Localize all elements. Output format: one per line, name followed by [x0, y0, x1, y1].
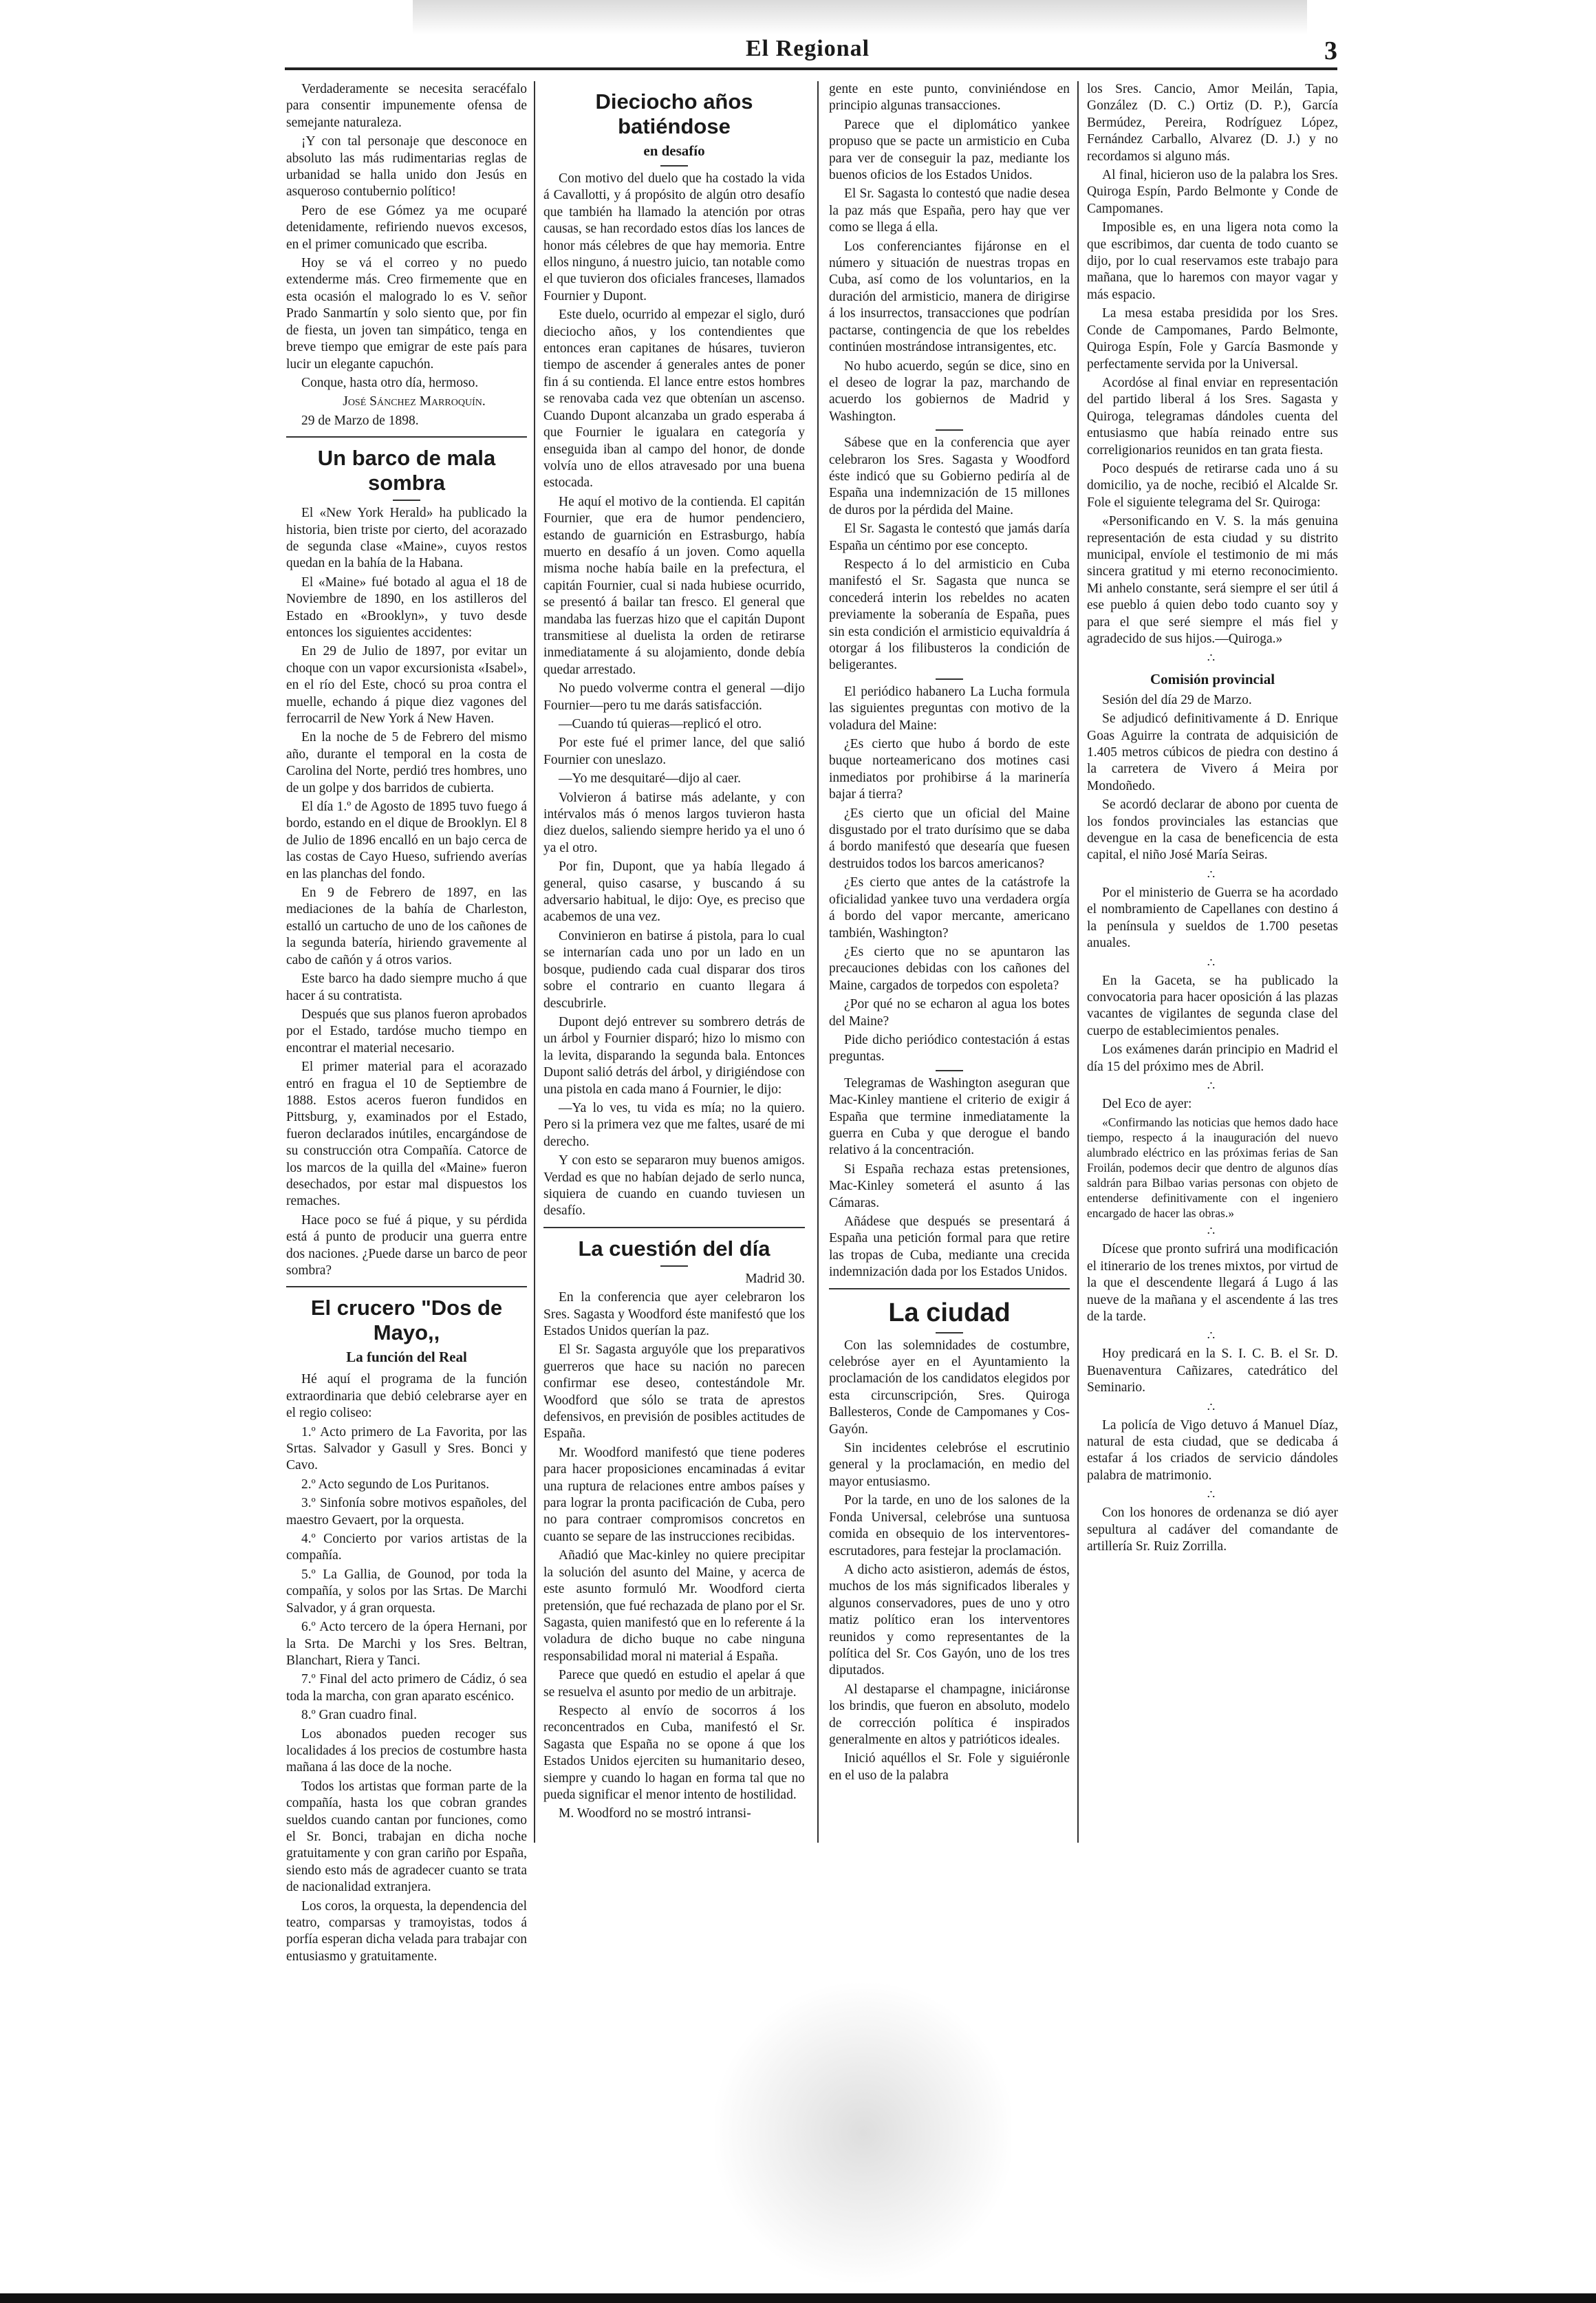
asterism-icon: ∴ — [1207, 867, 1218, 881]
paragraph: Dícese que pronto sufrirá una modificación el itinerario de los trenes mixtos, por virtud de la que el descendente llegará á Lugo á las nueve de la mañana y el ascendente á las tres de la tarde. — [1087, 1242, 1338, 1324]
paragraph: Los conferenciantes fijáronse en el número y situación de nuestras tropas en Cuba, así como de los voluntarios, en la duración del armisticio, manera de dirigirse á los insurrectos, transacciones que podrían pactarse, contingencia de que los rebeldes continúen mostrándose intransigentes, etc. — [829, 239, 1070, 355]
paragraph: El Sr. Sagasta arguyóle que los preparativos guerreros que hace su nación no parecen confirmar ese deseo, contestándole Mr. Woodford que sólo se trata de aprestos defensivos, en previsión de posibles actitudes de España. — [543, 1342, 805, 1442]
paragraph: Con los honores de ordenanza se dió ayer sepultura al cadáver del comandante de artillería Sr. Ruiz Zorrilla. — [1087, 1506, 1338, 1554]
paragraph: Sábese que en la conferencia que ayer celebraron los Sres. Sagasta y Woodford éste indicó que su Gobierno pediría al de España una indemnización de 15 millones de duros por la pérdida del Maine. — [829, 436, 1070, 517]
paragraph: Respecto al envío de socorros á los reconcentrados en Cuba, manifestó el Sr. Sagasta que España no se opone á que los Estados Unidos ejerciten su humanitario deseo, siempre y cuando lo hagan en forma tal que no pueda significar el menor intento de hostilidad. — [543, 1703, 805, 1802]
paragraph: ¿Por qué no se echaron al agua los botes del Maine? — [829, 997, 1070, 1029]
paragraph: Y con esto se separaron muy buenos amigos. Verdad es que no habían dejado de serlo nunca, siquiera de cuando en cuando tuviesen un desafío. — [543, 1153, 805, 1219]
paragraph: El «Maine» fué botado al agua el 18 de Noviembre de 1890, en los astilleros del Estado en «Brooklyn», y tuvo desde entonces los siguientes accidentes: — [286, 575, 527, 640]
signature: José Sánchez Marroquín. — [343, 394, 486, 409]
paragraph: ¿Es cierto que antes de la catástrofe la oficialidad yankee tuvo una verdadera orgía á bordo del vapor mercante, americano también, Washington? — [829, 875, 1070, 941]
section-rule — [829, 1288, 1070, 1289]
program-item: 6.º Acto tercero de la ópera Hernani, por la Srta. De Marchi y los Sres. Beltran, Blanchart, Riera y Tanci. — [286, 1620, 527, 1668]
paragraph: Dupont dejó entrever su sombrero detrás de un árbol y Fournier disparó; hizo lo mismo con la levita, disparando la segunda bala. Entonces Dupont salió detrás del árbol, y dirigiéndose con una pistola en cada mano á Fournier, le dijo: — [543, 1014, 805, 1097]
article-title: La cuestión del día — [578, 1236, 770, 1261]
program-item: 3.º Sinfonía sobre motivos españoles, del maestro Gevaert, por la orquesta. — [286, 1496, 527, 1528]
masthead-title: El Regional — [746, 36, 870, 61]
paragraph: Añadió que Mac-kinley no quiere precipitar la solución del asunto del Maine, y acerca de este asunto formuló Mr. Woodford cierta pretensión, que fué rechazada de plano por el Sr. Sagasta, quien manifestó que en lo referente á la voladura de dicho buque no cabe ninguna responsabilidad moral ni material á España. — [543, 1548, 805, 1664]
dateline: Madrid 30. — [745, 1271, 805, 1286]
paragraph: —Yo me desquitaré—dijo al caer. — [559, 771, 742, 786]
letter-date: 29 de Marzo de 1898. — [301, 413, 419, 428]
paragraph: Todos los artistas que forman parte de la compañía, hasta los que cobran grandes sueldos cuando cantan por funciones, como el Sr. Bonci, trabajan en dicha noche gratuitamente y con gran cariño por España, siendo esto más de agradecer cuanto se trata de nacionalidad extranjera. — [286, 1779, 527, 1895]
paragraph: En 29 de Julio de 1897, por evitar un choque con un vapor excursionista «Isabel», en el río del Este, chocó su proa contra el muelle, echando á pique diez vagones del ferrocarril de New York á New Haven. — [286, 644, 527, 726]
paragraph: Al final, hicieron uso de la palabra los Sres. Quiroga Espín, Pardo Belmonte y Conde de Campomanes. — [1087, 168, 1338, 216]
paragraph: Imposible es, en una ligera nota como la que escribimos, dar cuenta de todo cuanto se dijo, por lo cual reservamos este trabajo para mañana, que lo haremos con mayor vagar y más espacio. — [1087, 220, 1338, 302]
article-title: Dieciocho años batiéndose — [595, 89, 753, 138]
section-title: Comisión provincial — [1150, 671, 1275, 688]
program-item: 8.º Gran cuadro final. — [301, 1708, 417, 1723]
article-title: Un barco de mala sombra — [317, 446, 496, 495]
paragraph: Sin incidentes celebróse el escrutinio general y la proclamación, en medio del mayor entusiasmo. — [829, 1441, 1070, 1489]
paragraph: He aquí el motivo de la contienda. El capitán Fournier, que era de humor pendenciero, estando de guarnición en Estrasburgo, había muerto en desafío á un joven. Como aquella misma noche había baile en la prefectura, el capitán Fournier, cual si nada hubiese ocurrido, se presentó á bailar tan fresco. El general que mandaba las fuerzas hizo que el capitán Dupont transmitiese al duelista la orden de retirarse inmediatamente á su alojamiento, donde debía quedar arrestado. — [543, 494, 805, 677]
program-item: 5.º La Gallia, de Gounod, por toda la compañía, y solos por las Srtas. De Marchi Salvador, y á gran orquesta. — [286, 1567, 527, 1616]
paragraph: Convinieron en batirse á pistola, para lo cual se internarían cada uno por un lado en un bosque, pudiendo cada cual disparar dos tiros sobre el contrario en cuanto llegara á descubrirle. — [543, 928, 805, 1011]
paragraph: El día 1.º de Agosto de 1895 tuvo fuego á bordo, estando en el dique de Brooklyn. El 8 de Julio de 1896 encalló en un bajo cerca de las costas de Cayo Hueso, sufriendo averías en las planchas del fondo. — [286, 800, 527, 881]
paragraph: A dicho acto asistieron, además de éstos, muchos de los más significados liberales y algunos conservadores, pues de uno y otro matiz político eran los interventores reunidos y como representantes de la política del Sr. Cos Gayón, uno de los tres diputados. — [829, 1562, 1070, 1678]
paragraph: —Ya lo ves, tu vida es mía; no la quiero. Pero si la primera vez que me faltes, usaré de mi derecho. — [543, 1100, 805, 1149]
program-item: 7.º Final del acto primero de Cádiz, ó sea toda la marcha, con gran aparato escénico. — [286, 1672, 527, 1704]
paragraph: Volvieron á batirse más adelante, y con intérvalos más ó menos largos tuvieron hasta diez duelos, saliendo siempre herido ya el uno ó ya el otro. — [543, 790, 805, 855]
article-subtitle: La función del Real — [346, 1349, 467, 1366]
asterism-icon: ∴ — [1207, 1078, 1218, 1093]
page-number: 3 — [1324, 36, 1337, 65]
section-rule — [286, 1286, 527, 1287]
paragraph: Por fin, Dupont, que ya había llegado á general, quiso casarse, y buscando á su adversario habitual, le dijo: Oye, es preciso que acabemos de una vez. — [543, 859, 805, 925]
article-subtitle: en desafío — [643, 142, 705, 159]
paragraph: Con las solemnidades de costumbre, celebróse ayer en el Ayuntamiento la proclamación de los candidatos elegidos por esta circunscripción, Sres. Quiroga Ballesteros, Conde de Campomanes y Cos-Gayón. — [829, 1338, 1070, 1437]
paragraph: En la conferencia que ayer celebraron los Sres. Sagasta y Woodford éste manifestó que los Estados Unidos querían la paz. — [543, 1290, 805, 1338]
paragraph: Hace poco se fué á pique, y su pérdida está á punto de producir una guerra entre dos naciones. ¿Puede darse un barco de peor sombra? — [286, 1212, 527, 1278]
paragraph: Sesión del día 29 de Marzo. — [1102, 692, 1252, 707]
paragraph: La policía de Vigo detuvo á Manuel Díaz, natural de esta ciudad, que se dedicaba á estafar á los criados de servicio dándoles palabra de matrimonio. — [1087, 1417, 1338, 1483]
column-1 — [286, 81, 527, 1964]
scan-noise-top — [413, 0, 1307, 34]
paragraph: Hé aquí el programa de la función extraordinaria que debió celebrarse ayer en el regio coliseo: — [286, 1372, 527, 1421]
paragraph: Verdaderamente se necesita seracéfalo para consentir impunemente ofensa de semejante naturaleza. — [286, 82, 527, 130]
scan-border — [0, 2293, 1596, 2303]
paragraph: La mesa estaba presidida por los Sres. Conde de Campomanes, Pardo Belmonte, Quiroga Espín, Fole y García Basmonde y perfectamente servida por la Universal. — [1087, 306, 1338, 372]
header-rule — [285, 67, 1337, 70]
section-rule — [543, 1227, 805, 1228]
separator-dash — [936, 678, 963, 680]
paragraph: El Sr. Sagasta lo contestó que nadie desea la paz más que España, pero hay que ver como se llega á ella. — [829, 186, 1070, 235]
paragraph: ¿Es cierto que no se apuntaron las precauciones debidas con los cañones del Maine, cargados de torpedos con espoleta? — [829, 944, 1070, 993]
column-3 — [829, 81, 1070, 1843]
program-item: 1.º Acto primero de La Favorita, por las Srtas. Salvador y Gasull y Sres. Bonci y Cavo. — [286, 1424, 527, 1473]
paragraph: Se acordó declarar de abono por cuenta de los fondos provinciales las estancias que devengue en la casa de beneficencia de esta capital, el niño José María Seiras. — [1087, 797, 1338, 863]
paragraph: ¿Es cierto que un oficial del Maine disgustado por el trato durísimo que se daba á bordo manifestó que desearía que fuesen destruidos todos los barcos americanos? — [829, 806, 1070, 871]
section-rule — [286, 436, 527, 438]
paragraph: ¿Es cierto que hubo á bordo de este buque norteamericano dos motines casi inmediatos por prohibirse á la marinería bajar á tierra? — [829, 737, 1070, 802]
paragraph: los Sres. Cancio, Amor Meilán, Tapia, González (D. C.) Ortiz (D. P.), García Bermúdez, Pereira, Rodríguez López, Fernández Carballo, Alvarez (D. J.) y no recordamos si alguno más. — [1087, 82, 1338, 164]
paragraph: Inició aquéllos el Sr. Fole y siguiéronle en el uso de la palabra — [829, 1751, 1070, 1783]
paragraph: Mr. Woodford manifestó que tiene poderes para hacer proposiciones encaminadas á evitar una ruptura de relaciones entre ambos países y para lograr la pronta pacificación de Cuba, pero no para contraer compromisos concretos en cuanto se separe de las instrucciones recibidas. — [543, 1445, 805, 1544]
asterism-icon: ∴ — [1207, 1400, 1218, 1414]
paragraph: No hubo acuerdo, según se dice, sino en el deseo de lograr la paz, marchando de acuerdo los gobiernos de Madrid y Washington. — [829, 358, 1070, 424]
paragraph: Por la tarde, en uno de los salones de la Fonda Universal, celebróse una suntuosa comida en obsequio de los interventores-escrutadores, para festejar la proclamación. — [829, 1493, 1070, 1558]
paragraph: En la Gaceta, se ha publicado la convocatoria para hacer oposición á las plazas vacantes de vigilantes de segunda clase del cuerpo de establecimientos penales. — [1087, 973, 1338, 1038]
paragraph: En 9 de Febrero de 1897, en las mediaciones de la bahía de Charleston, estalló un cartucho de uno de los cañones de la segunda batería, hiriendo gravemente al cabo de cañón y á otros varios. — [286, 886, 527, 967]
paragraph: Acordóse al final enviar en representación del partido liberal á los Sres. Sagasta y Quiroga, telegramas dándoles cuenta del entusiasmo que había reinado entre sus correligionarios reunidos en tan grata fiesta. — [1087, 375, 1338, 458]
paragraph: Pide dicho periódico contestación á estas preguntas. — [829, 1032, 1070, 1064]
paragraph: —Cuando tú quieras—replicó el otro. — [559, 717, 762, 731]
title-dash — [660, 165, 688, 167]
page-header — [285, 36, 1337, 66]
paragraph: Hoy se vá el correo y no puedo extenderme más. Creo firmemente que en esta ocasión el malogrado lo es V. señor Prado Sanmartín y solo siento que, por fin de fiesta, un joven tan simpático, tenga en breve tiempo que emigrar de este país para lucir un elegante capuchón. — [286, 256, 527, 372]
paragraph: Después que sus planos fueron aprobados por el Estado, tardóse mucho tiempo en encontrar el material necesario. — [286, 1007, 527, 1056]
article-title: La ciudad — [888, 1298, 1011, 1327]
paragraph: M. Woodford no se mostró intransi- — [559, 1806, 751, 1821]
column-divider — [817, 81, 819, 1843]
paragraph: Por el ministerio de Guerra se ha acordado el nombramiento de Capellanes con destino á la península y sueldos de 1.700 pesetas anuales. — [1087, 885, 1338, 951]
paragraph: El primer material para el acorazado entró en fragua el 10 de Septiembre de 1888. Estos aceros fueron fundidos en Pittsburg, y, examinados por el Estado, fueron declarados inútiles, encargándose de su construcción otra Compañía. Catorce de los marcos de la quilla del «Maine» fueron desechados, por estar mal dispuestos los remaches. — [286, 1060, 527, 1209]
paragraph: Con motivo del duelo que ha costado la vida á Cavallotti, y á propósito de algún otro desafío que también ha llamado la atención por otras causas, se han recordado estos días los lances de honor más célebres de que hay memoria. Entre ellos ninguno, á nuestro juicio, tan notable como el que tuvieron dos oficiales franceses, llamados Fournier y Dupont. — [543, 171, 805, 303]
paragraph: Respecto á lo del armisticio en Cuba manifestó el Sr. Sagasta que nunca se concederá interin los rebeldes no acaten previamente la soberanía de España, pues sin esta condición el armisticio equivaldría á otorgar á los filibusteros la condición de beligerantes. — [829, 557, 1070, 673]
asterism-icon: ∴ — [1207, 1488, 1218, 1502]
paragraph: Pero de ese Gómez ya me ocuparé detenidamente, refiriendo nuevos excesos, en el primer comunicado que escriba. — [286, 203, 527, 252]
program-item: 4.º Concierto por varios artistas de la compañía. — [286, 1532, 527, 1563]
title-dash — [936, 1332, 963, 1333]
paragraph: Al destaparse el champagne, iniciáronse los brindis, que fueron en absoluto, modelo de corrección política é inspirados generalmente en altos y patrióticos ideales. — [829, 1682, 1070, 1747]
paragraph: Los abonados pueden recoger sus localidades á los precios de costumbre hasta mañana á las doce de la noche. — [286, 1726, 527, 1775]
paragraph: En la noche de 5 de Febrero del mismo año, durante el temporal en la costa de Carolina del Norte, perdió tres hombres, uno de un golpe y dos barridos de cubierta. — [286, 730, 527, 795]
column-divider — [1077, 81, 1079, 1843]
paragraph: El periódico habanero La Lucha formula las siguientes preguntas con motivo de la voladura del Maine: — [829, 684, 1070, 733]
program-item: 2.º Acto segundo de Los Puritanos. — [301, 1477, 490, 1492]
paragraph: Los coros, la orquesta, la dependencia del teatro, comparsas y tramoyistas, todos á porfía esperan dicha velada para trabajar con entusiasmo y gratuitamente. — [286, 1898, 527, 1964]
title-dash — [393, 500, 420, 501]
column-4 — [1087, 81, 1338, 1843]
paragraph: Por este fué el primer lance, del que salió Fournier con uneslazo. — [543, 736, 805, 767]
paragraph: Telegramas de Washington aseguran que Mac-Kinley mantiene el criterio de exigir á España que termine inmediatamente la guerra en Cuba y que derogue el bando relativo á la concentración. — [829, 1075, 1070, 1158]
paragraph: Parece que quedó en estudio el apelar á que se resuelva el asunto por medio de un arbitraje. — [543, 1668, 805, 1700]
paragraph: Parece que el diplomático yankee propuso que se pacte un armisticio en Cuba para ver de conseguir la paz, mediante los buenos oficios de los Estados Unidos. — [829, 117, 1070, 183]
scan-noise-bottom — [715, 1975, 1011, 2291]
asterism-icon: ∴ — [1207, 1329, 1218, 1343]
paragraph: Hoy predicará en la S. I. C. B. el Sr. D. Buenaventura Cañizares, catedrático del Seminario. — [1087, 1347, 1338, 1395]
title-dash — [660, 1265, 688, 1267]
paragraph: Poco después de retirarse cada uno á su domicilio, ya de noche, recibió el Alcalde Sr. Fole el siguiente telegrama del Sr. Quiroga: — [1087, 461, 1338, 510]
paragraph: No puedo volverme contra el general —dijo Fournier—pero tu me darás satisfacción. — [543, 681, 805, 713]
paragraph: Conque, hasta otro día, hermoso. — [301, 375, 479, 390]
paragraph: gente en este punto, conviniéndose en principio algunas transacciones. — [829, 82, 1070, 114]
article-title: El crucero "Dos de Mayo,, — [310, 1296, 503, 1345]
separator-dash — [936, 1070, 963, 1071]
paragraph: Este duelo, ocurrido al empezar el siglo, duró dieciocho años, y los contendientes que entonces eran capitanes de húsares, tuvieron tiempo de ascender á generales antes de poner fin á su contienda. El lance entre estos hombres se renovaba cada vez que obtenían un ascenso. Cuando Dupont alcanzaba un grado esperaba á que Fournier le igualara en categoría y enseguida iban al campo del honor, de donde volvía uno de ellos atravesado por una buena estocada. — [543, 308, 805, 491]
paragraph: Añádese que después se presentará á España una petición formal para que retire las tropas de Cuba, mediante una crecida indemnización dada por los Estados Unidos. — [829, 1214, 1070, 1280]
paragraph: Se adjudicó definitivamente á D. Enrique Goas Aguirre la contrata de adquisición de 1.405 metros cúbicos de piedra con destino á la carretera de Vivero á Meira por Mondoñedo. — [1087, 711, 1338, 793]
column-divider — [534, 81, 535, 1843]
separator-dash — [936, 429, 963, 431]
paragraph: «Personificando en V. S. la más genuina representación de esta ciudad y su distrito municipal, envíole el testimonio de mi más sincera gratitud y mi eterno reconocimiento. Mi anhelo constante, será siempre el ser útil á ese pueblo á quien debo todo cuanto soy y para el que seré siempre el más fiel y agradecido de sus hijos.—Quiroga.» — [1087, 514, 1338, 646]
asterism-icon: ∴ — [1207, 955, 1218, 970]
paragraph: El Sr. Sagasta le contestó que jamás daría España un céntimo por ese concepto. — [829, 522, 1070, 553]
paragraph: Si España rechaza estas pretensiones, Mac-Kinley someterá el asunto á las Cámaras. — [829, 1161, 1070, 1210]
asterism-icon: ∴ — [1207, 1224, 1218, 1239]
column-2 — [543, 81, 805, 1843]
paragraph: Del Eco de ayer: — [1102, 1096, 1192, 1111]
paragraph: Los exámenes darán principio en Madrid el día 15 del próximo mes de Abril. — [1087, 1042, 1338, 1074]
paragraph: El «New York Herald» ha publicado la historia, bien triste por cierto, del acorazado de segunda clase «Maine», cuyos restos quedan en la bahía de la Habana. — [286, 506, 527, 571]
paragraph: Este barco ha dado siempre mucho á que hacer á su contratista. — [286, 972, 527, 1003]
paragraph: ¡Y con tal personaje que desconoce en absoluto las más rudimentarias reglas de urbanidad se halla unido don Jesús en asqueroso contubernio político! — [286, 134, 527, 200]
letter-text — [286, 81, 527, 429]
quote-paragraph: «Confirmando las noticias que hemos dado hace tiempo, respecto á la inauguración del nuevo alumbrado eléctrico en las próximas ferias de San Froilán, podemos decir que dentro de algunos días saldrán para Bilbao varias personas con objeto de entenderse definitivamente con el ingeniero encargado de hacer las obras.» — [1087, 1115, 1338, 1221]
asterism-icon: ∴ — [1207, 651, 1218, 665]
